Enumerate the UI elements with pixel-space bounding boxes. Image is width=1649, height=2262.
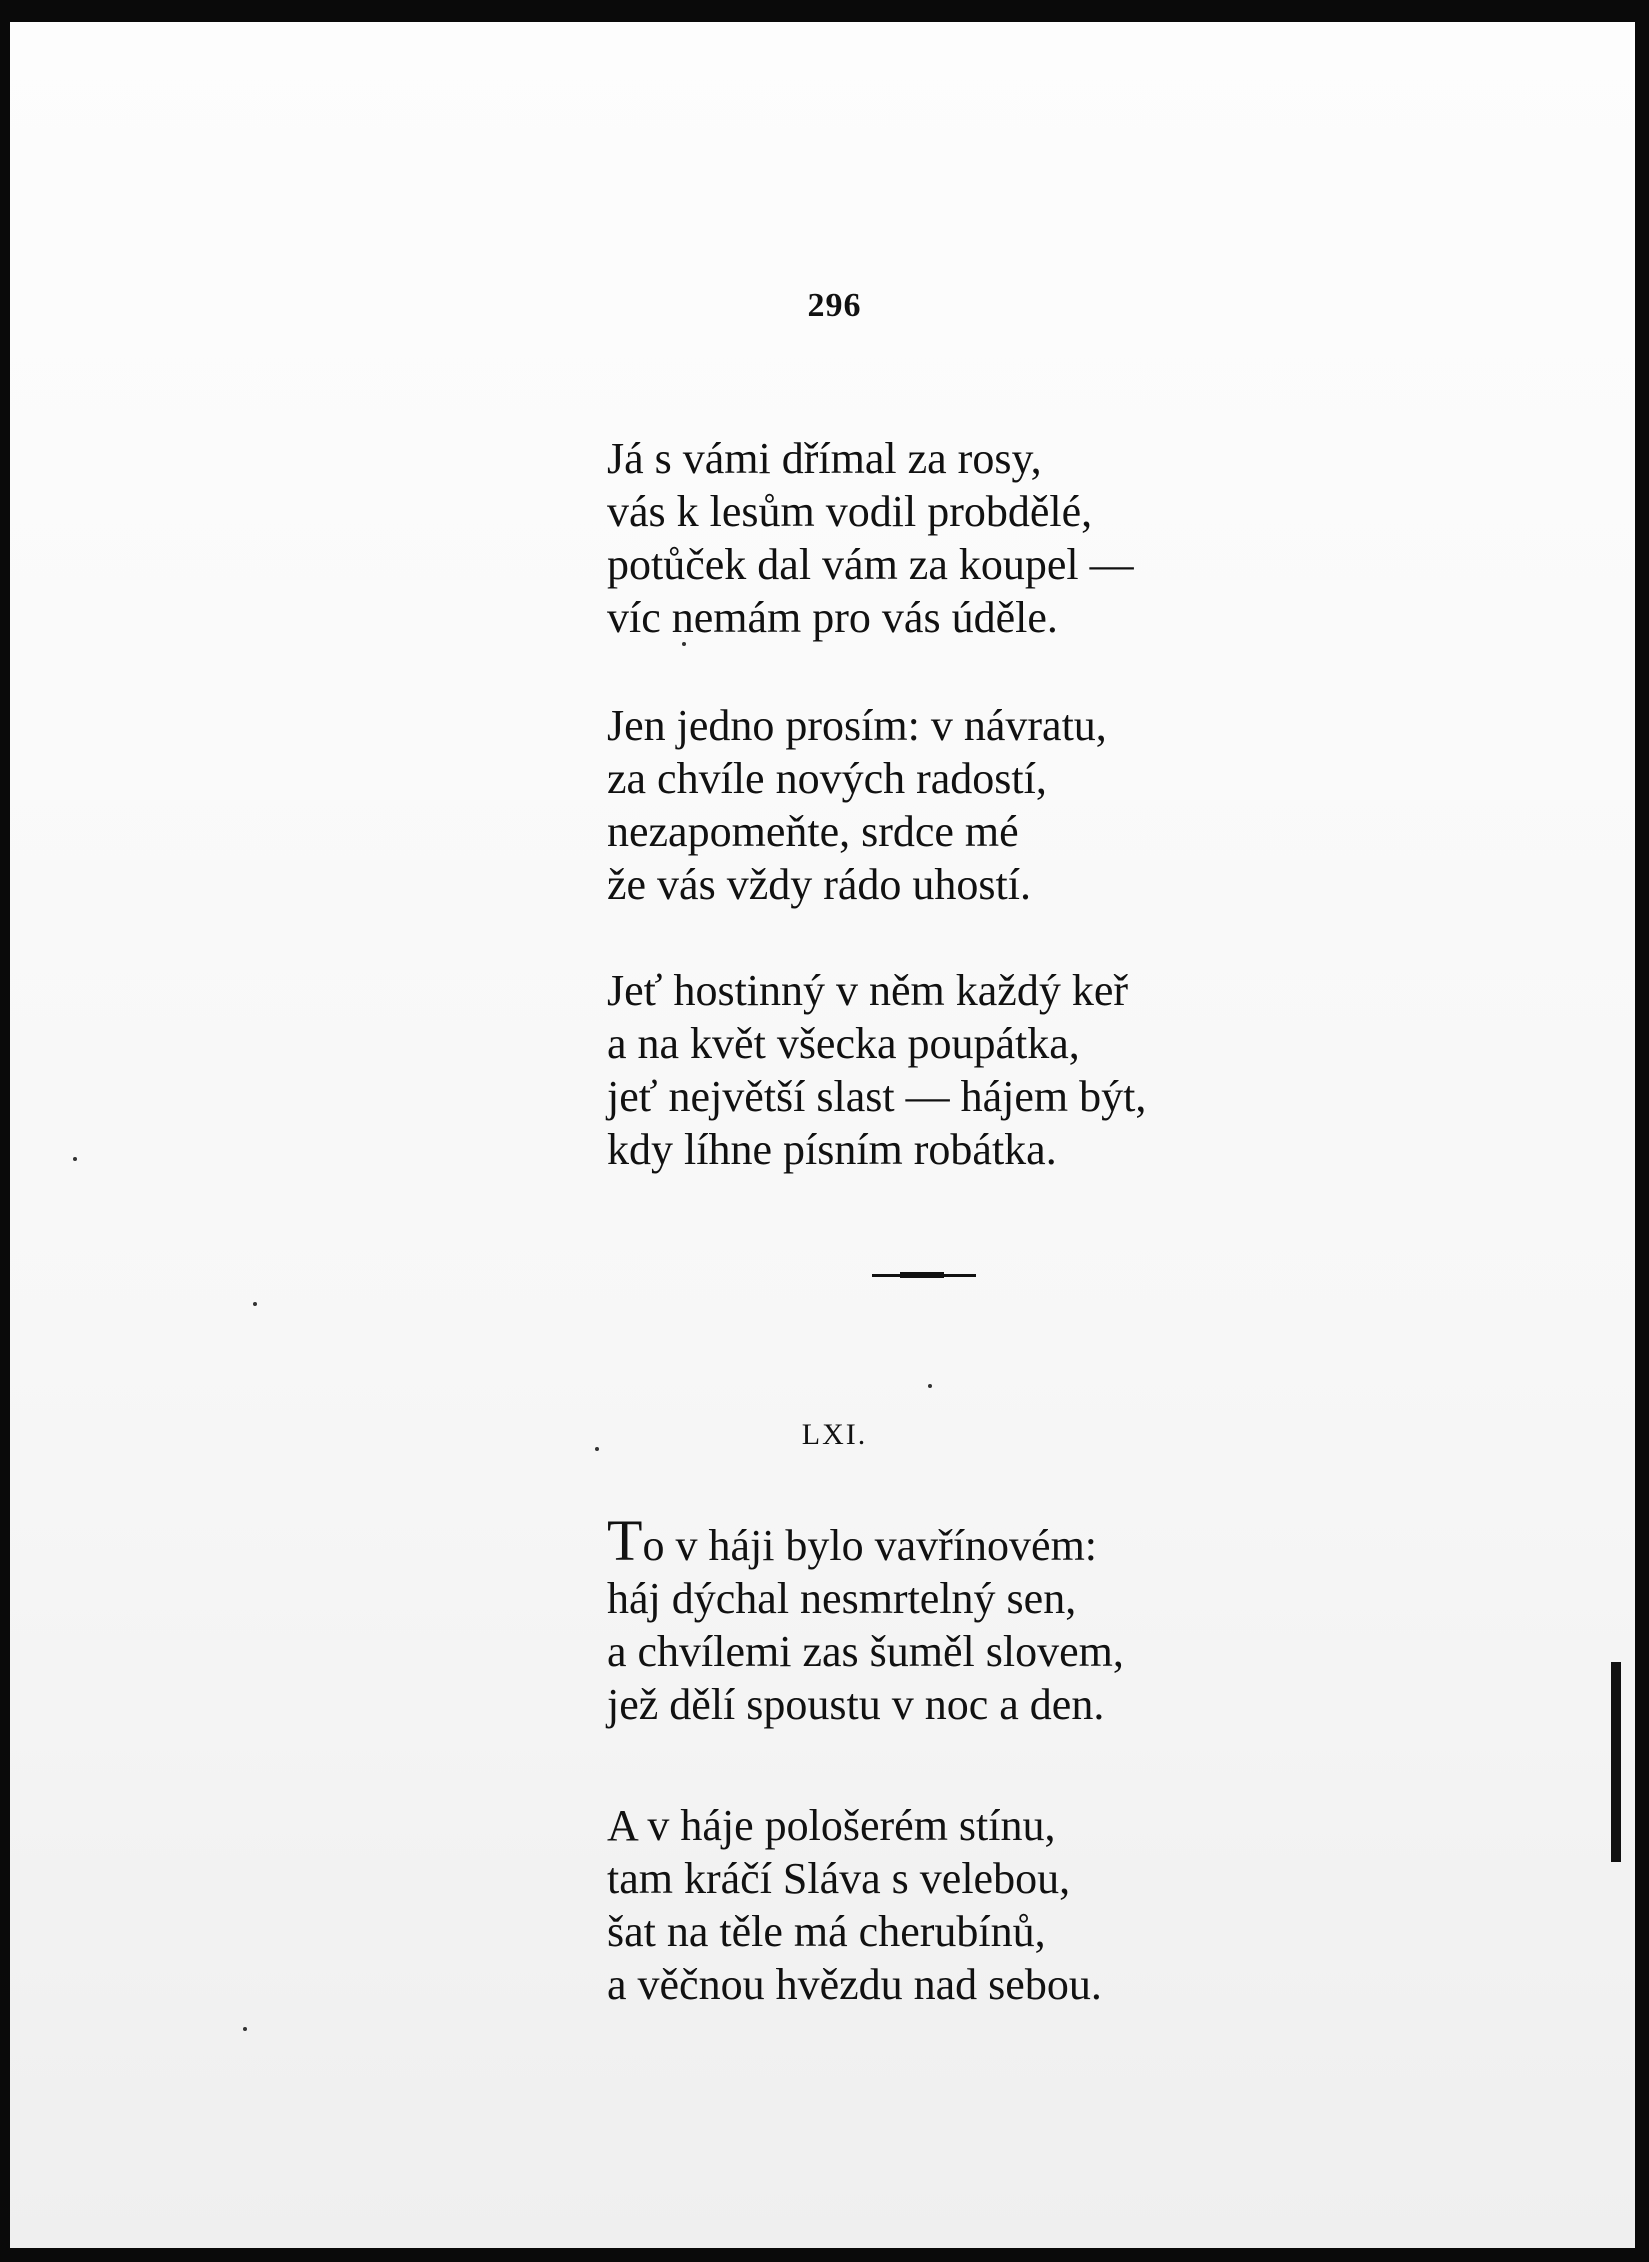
page-number: 296 [807, 287, 862, 324]
verse-line: a na květ všecka poupátka, [607, 1019, 1080, 1068]
verse-line: vás k lesům vodil probdělé, [607, 487, 1093, 536]
scan-speck [595, 1447, 599, 1451]
verse-line: potůček dal vám za koupel — [607, 540, 1134, 589]
verse-line-first [607, 1508, 1124, 1573]
stanza-1 [607, 432, 1134, 644]
verse-line: za chvíle nových radostí, [607, 754, 1047, 803]
verse-line: víc nemám pro vás úděle. [607, 593, 1058, 642]
initial-letter: T [607, 1508, 643, 1573]
verse-line: nezapomeňte, srdce mé [607, 807, 1019, 856]
binding-edge-mark [1611, 1662, 1621, 1862]
verse-line: tam kráčí Sláva s velebou, [607, 1854, 1071, 1903]
stanza-4 [607, 1508, 1124, 1731]
verse-line: Jen jedno prosím: v návratu, [607, 701, 1107, 750]
verse-line: háj dýchal nesmrtelný sen, [607, 1574, 1077, 1623]
scan-speck [682, 642, 686, 646]
verse-line: kdy líhne písním robátka. [607, 1125, 1057, 1174]
first-line-text: o v háji bylo vavřínovém: [642, 1521, 1098, 1570]
divider-center-rule [900, 1272, 944, 1278]
verse-line: jeť největší slast — hájem být, [607, 1072, 1147, 1121]
stanza-3 [607, 964, 1146, 1176]
verse-line: Jeť hostinný v něm každý keř [607, 966, 1129, 1015]
verse-line: A v háje pološerém stínu, [607, 1801, 1056, 1850]
verse-line: že vás vždy rádo uhostí. [607, 860, 1031, 909]
scan-speck [928, 1384, 932, 1388]
verse-line: a chvílemi zas šuměl slovem, [607, 1627, 1124, 1676]
scan-speck [73, 1157, 77, 1161]
stanza-5 [607, 1799, 1102, 2011]
verse-line: šat na těle má cherubínů, [607, 1907, 1046, 1956]
stanza-2 [607, 699, 1107, 911]
poem-number: LXI. [801, 1418, 868, 1451]
section-divider [872, 1274, 976, 1277]
verse-line: Já s vámi dřímal za rosy, [607, 434, 1042, 483]
verse-line: a věčnou hvězdu nad sebou. [607, 1960, 1102, 2009]
verse-line: jež dělí spoustu v noc a den. [607, 1680, 1105, 1729]
scan-speck [243, 2027, 247, 2031]
scan-speck [253, 1302, 257, 1306]
